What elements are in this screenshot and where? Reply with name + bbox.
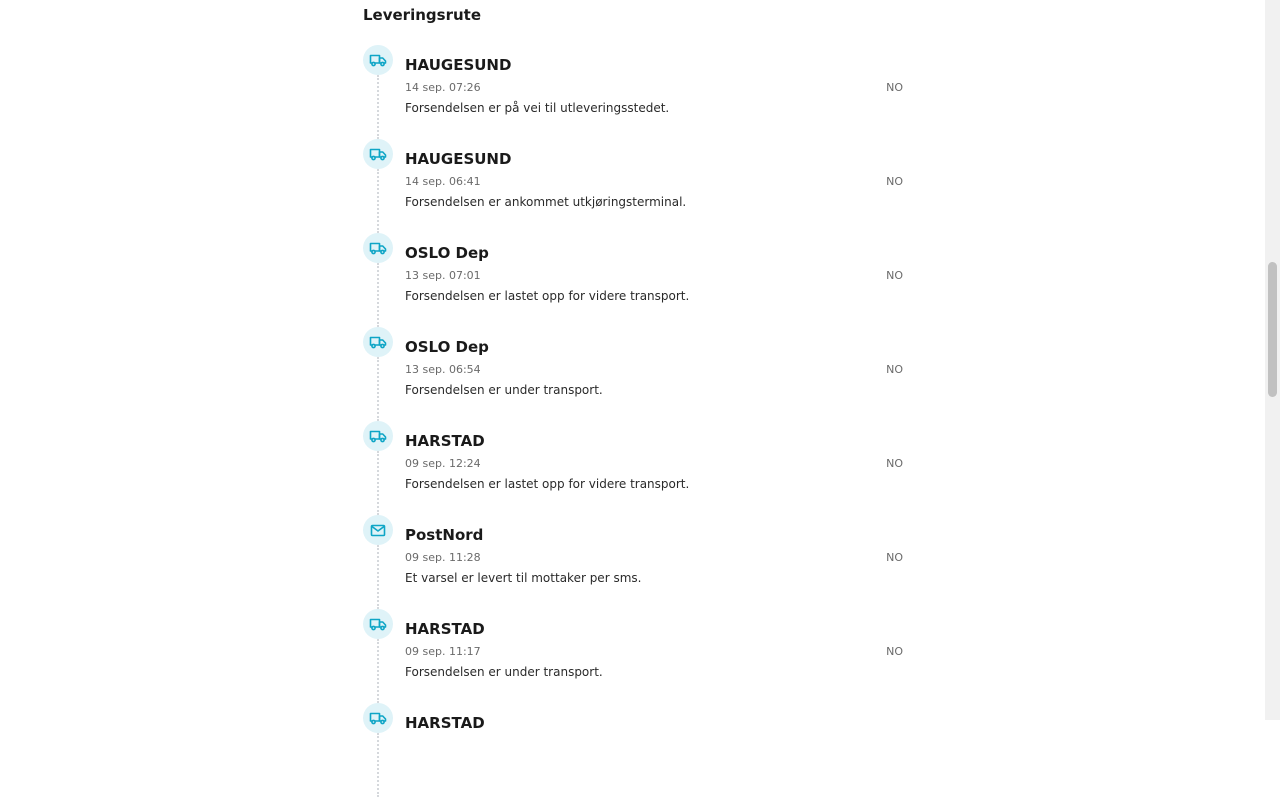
timeline-rail <box>377 639 379 703</box>
event-description: Forsendelsen er under transport. <box>405 383 603 397</box>
truck-icon <box>363 609 393 639</box>
event-description: Forsendelsen er på vei til utleveringsstedet. <box>405 101 670 115</box>
timeline-rail <box>377 733 379 797</box>
route-event <box>363 609 908 703</box>
event-location: OSLO Dep <box>405 338 489 356</box>
scrollbar-thumb[interactable] <box>1268 262 1277 397</box>
event-country: NO <box>886 269 903 282</box>
timeline-rail <box>377 169 379 233</box>
truck-icon <box>363 45 393 75</box>
route-event <box>363 421 908 515</box>
event-location: HARSTAD <box>405 714 485 732</box>
event-time: 13 sep. 07:01 <box>405 269 481 282</box>
event-time: 14 sep. 06:41 <box>405 175 481 188</box>
event-time: 09 sep. 11:28 <box>405 551 481 564</box>
timeline-rail <box>377 263 379 327</box>
event-time: 09 sep. 11:17 <box>405 645 481 658</box>
event-location: HARSTAD <box>405 432 485 450</box>
event-country: NO <box>886 551 903 564</box>
event-country: NO <box>886 645 903 658</box>
route-event <box>363 45 908 139</box>
event-time: 13 sep. 06:54 <box>405 363 481 376</box>
event-description: Forsendelsen er ankommet utkjøringsterminal. <box>405 195 687 209</box>
route-event <box>363 139 908 233</box>
event-country: NO <box>886 457 903 470</box>
route-event <box>363 515 908 609</box>
timeline-rail <box>377 357 379 421</box>
route-event <box>363 233 908 327</box>
scrollbar[interactable] <box>1265 0 1280 720</box>
envelope-icon <box>363 515 393 545</box>
event-location: HAUGESUND <box>405 56 512 74</box>
truck-icon <box>363 327 393 357</box>
event-description: Et varsel er levert til mottaker per sms. <box>405 571 642 585</box>
event-location: OSLO Dep <box>405 244 489 262</box>
timeline-rail <box>377 545 379 609</box>
route-event <box>363 327 908 421</box>
event-location: HAUGESUND <box>405 150 512 168</box>
event-description: Forsendelsen er under transport. <box>405 665 603 679</box>
truck-icon <box>363 233 393 263</box>
truck-icon <box>363 139 393 169</box>
event-country: NO <box>886 363 903 376</box>
event-description: Forsendelsen er lastet opp for videre transport. <box>405 289 690 303</box>
event-description: Forsendelsen er lastet opp for videre transport. <box>405 477 690 491</box>
timeline-rail <box>377 75 379 139</box>
event-country: NO <box>886 175 903 188</box>
truck-icon <box>363 703 393 733</box>
delivery-route-list <box>363 45 908 797</box>
truck-icon <box>363 421 393 451</box>
event-time: 14 sep. 07:26 <box>405 81 481 94</box>
event-location: PostNord <box>405 526 484 544</box>
event-location: HARSTAD <box>405 620 485 638</box>
route-event <box>363 703 908 797</box>
section-title: Leveringsrute <box>363 6 481 24</box>
timeline-rail <box>377 451 379 515</box>
event-time: 09 sep. 12:24 <box>405 457 481 470</box>
event-country: NO <box>886 81 903 94</box>
